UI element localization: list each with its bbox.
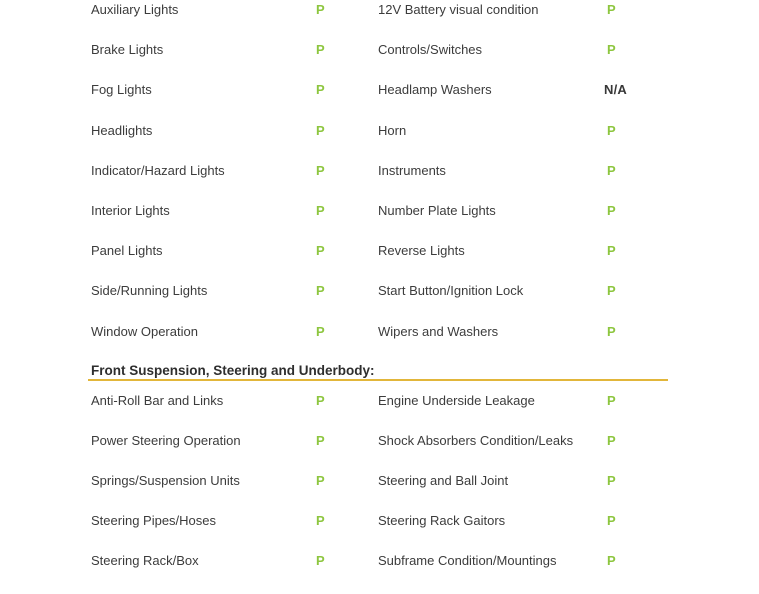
item-label-right: Horn bbox=[378, 122, 407, 138]
item-label-left: Brake Lights bbox=[91, 42, 164, 58]
item-label-right: Shock Absorbers Condition/Leaks bbox=[378, 432, 574, 448]
status-value-right: P bbox=[607, 162, 616, 178]
item-label-right: Wipers and Washers bbox=[378, 323, 499, 339]
checklist-row bbox=[91, 2, 673, 42]
item-label-right: Subframe Condition/Mountings bbox=[378, 553, 557, 569]
checklist-row bbox=[91, 473, 673, 513]
item-label-left: Auxiliary Lights bbox=[91, 2, 179, 17]
item-label-left: Fog Lights bbox=[91, 82, 152, 98]
checklist-row bbox=[91, 393, 673, 433]
item-label-right: Start Button/Ignition Lock bbox=[378, 283, 524, 299]
status-value-right: P bbox=[607, 122, 616, 138]
status-value-right: P bbox=[607, 202, 616, 218]
checklist-row bbox=[91, 243, 673, 283]
item-label-right: Controls/Switches bbox=[378, 42, 483, 58]
checklist-row bbox=[91, 42, 673, 82]
item-label-left: Steering Pipes/Hoses bbox=[91, 513, 217, 529]
status-value-left: P bbox=[316, 513, 325, 529]
status-value-left: P bbox=[316, 202, 325, 218]
status-value-right: P bbox=[607, 553, 616, 569]
status-value-left: P bbox=[316, 162, 325, 178]
item-label-left: Power Steering Operation bbox=[91, 432, 241, 448]
status-value-right: P bbox=[607, 513, 616, 529]
item-label-right: Steering Rack Gaitors bbox=[378, 513, 506, 529]
item-label-left: Interior Lights bbox=[91, 202, 170, 218]
checklist-row bbox=[91, 203, 673, 243]
status-value-right: P bbox=[607, 283, 616, 299]
item-label-right: 12V Battery visual condition bbox=[378, 2, 539, 17]
checklist-row bbox=[91, 283, 673, 323]
status-value-left: P bbox=[316, 243, 325, 259]
checklist-row bbox=[91, 553, 673, 593]
status-value-left: P bbox=[316, 473, 325, 489]
status-value-right: P bbox=[607, 473, 616, 489]
section-header: Front Suspension, Steering and Underbody: bbox=[88, 364, 668, 381]
item-label-right: Number Plate Lights bbox=[378, 202, 496, 218]
checklist-row bbox=[91, 433, 673, 473]
status-value-left: P bbox=[316, 553, 325, 569]
item-label-right: Engine Underside Leakage bbox=[378, 392, 535, 408]
status-value-left: P bbox=[316, 392, 325, 408]
status-value-left: P bbox=[316, 2, 325, 17]
status-value-left: P bbox=[316, 283, 325, 299]
checklist-row bbox=[91, 513, 673, 553]
item-label-left: Side/Running Lights bbox=[91, 283, 208, 299]
section-rows bbox=[91, 393, 673, 594]
checklist-section bbox=[91, 2, 673, 364]
status-value-right: P bbox=[607, 432, 616, 448]
item-label-left: Window Operation bbox=[91, 323, 198, 339]
item-label-left: Anti-Roll Bar and Links bbox=[91, 392, 224, 408]
status-value-left: P bbox=[316, 323, 325, 339]
checklist-row bbox=[91, 82, 673, 122]
checklist-section bbox=[91, 364, 673, 594]
status-value-right: P bbox=[607, 42, 616, 58]
status-value-left: P bbox=[316, 42, 325, 58]
status-value-right: P bbox=[607, 243, 616, 259]
status-value-right: P bbox=[607, 323, 616, 339]
item-label-left: Steering Rack/Box bbox=[91, 553, 199, 569]
item-label-right: Reverse Lights bbox=[378, 243, 465, 259]
item-label-left: Indicator/Hazard Lights bbox=[91, 162, 225, 178]
checklist-row bbox=[91, 324, 673, 364]
item-label-right: Headlamp Washers bbox=[378, 82, 492, 98]
status-value-left: P bbox=[316, 122, 325, 138]
item-label-left: Headlights bbox=[91, 122, 153, 138]
item-label-right: Steering and Ball Joint bbox=[378, 473, 509, 489]
status-value-right: P bbox=[607, 2, 616, 17]
checklist-row bbox=[91, 123, 673, 163]
status-value-right: N/A bbox=[604, 82, 627, 98]
item-label-left: Panel Lights bbox=[91, 243, 163, 259]
section-rows bbox=[91, 2, 673, 364]
inspection-checklist bbox=[91, 2, 673, 594]
status-value-right: P bbox=[607, 392, 616, 408]
item-label-left: Springs/Suspension Units bbox=[91, 473, 240, 489]
checklist-row bbox=[91, 163, 673, 203]
item-label-right: Instruments bbox=[378, 162, 446, 178]
status-value-left: P bbox=[316, 432, 325, 448]
status-value-left: P bbox=[316, 82, 325, 98]
